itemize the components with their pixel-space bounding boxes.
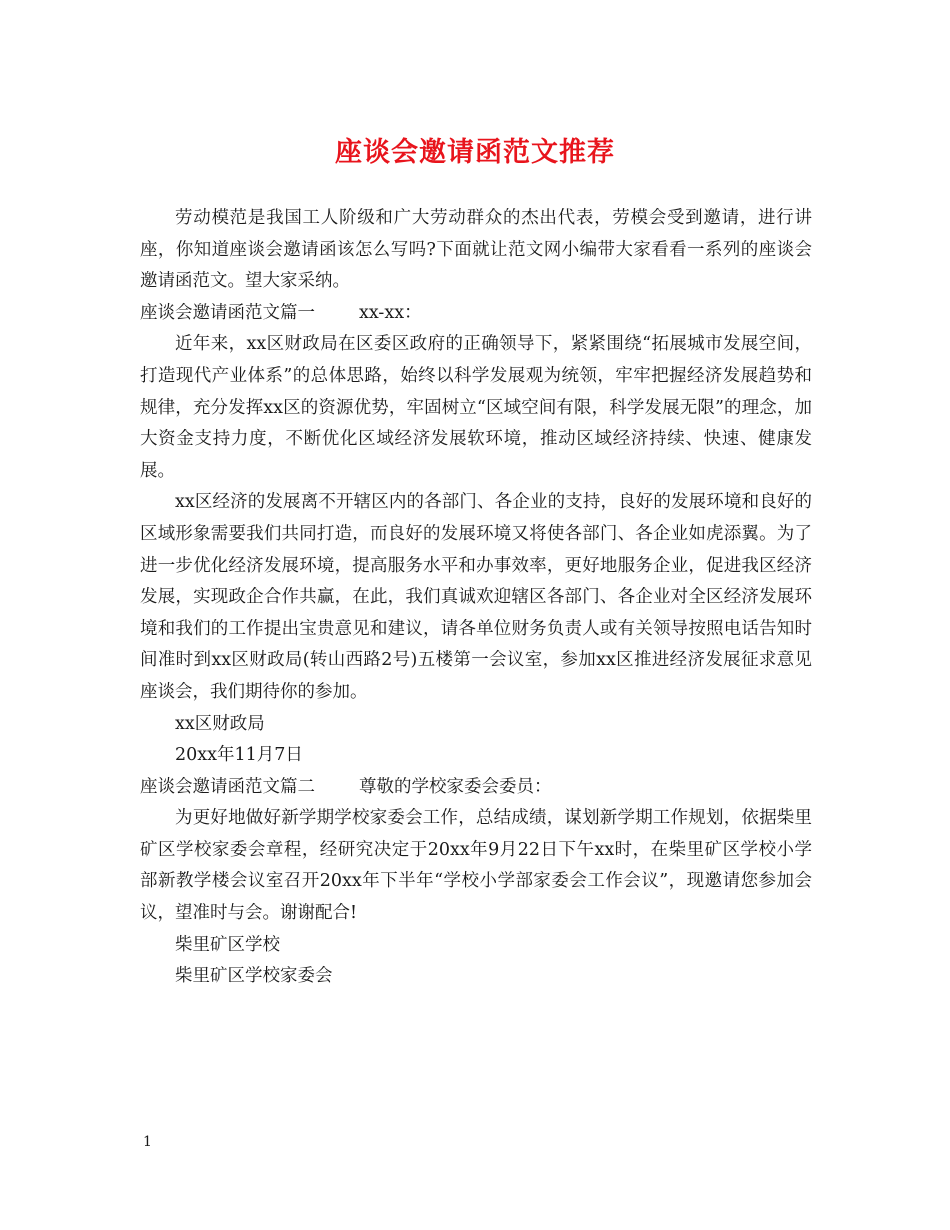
- section-2-salutation: 尊敬的学校家委会委员：: [359, 776, 552, 797]
- section-1-sender: xx区财政局: [175, 713, 265, 734]
- section-1-date: 20xx年11月7日: [175, 745, 303, 766]
- section-2-paragraph-1: 为更好地做好新学期学校家委会工作，总结成绩，谋划新学期工作规划，依据柴里矿区学校家委会章程，经研究决定于20xx年9月22日下午xx时，在柴里矿区学校小学部新教学楼会议室召开20xx年下半年“学校小学部家委会工作会议”，现邀请您参加会议，望准时与会。谢谢配合!: [140, 808, 812, 924]
- section-heading-2-title: 座谈会邀请函范文篇二: [140, 776, 315, 797]
- section-heading-1-title: 座谈会邀请函范文篇一: [140, 302, 315, 323]
- document-body: [140, 203, 812, 993]
- section-2-sender-1: 柴里矿区学校: [175, 934, 280, 955]
- intro-paragraph: 劳动模范是我国工人阶级和广大劳动群众的杰出代表，劳模会受到邀请，进行讲座，你知道座谈会邀请函该怎么写吗?下面就让范文网小编带大家看看一系列的座谈会邀请函范文。望大家采纳。: [140, 208, 812, 292]
- section-heading-2: [140, 772, 812, 804]
- section-1-paragraph-1: 近年来，xx区财政局在区委区政府的正确领导下，紧紧围绕“拓展城市发展空间，打造现代产业体系”的总体思路，始终以科学发展观为统领，牢牢把握经济发展趋势和规律，充分发挥xx区的资源优势，牢固树立“区域空间有限，科学发展无限”的理念，加大资金支持力度，不断优化区域经济发展软环境，推动区域经济持续、快速、健康发展。: [140, 334, 812, 481]
- page-number: 1: [143, 1134, 152, 1150]
- section-1-salutation: xx-xx：: [359, 302, 422, 323]
- section-heading-1: [140, 298, 812, 330]
- document-title: 座谈会邀请函范文推荐: [335, 137, 615, 168]
- section-2-sender-2: 柴里矿区学校家委会: [175, 966, 333, 987]
- section-1-paragraph-2: xx区经济的发展离不开辖区内的各部门、各企业的支持，良好的发展环境和良好的区域形象需要我们共同打造，而良好的发展环境又将使各部门、各企业如虎添翼。为了进一步优化经济发展环境，提高服务水平和办事效率，更好地服务企业，促进我区经济发展，实现政企合作共赢，在此，我们真诚欢迎辖区各部门、各企业对全区经济发展环境和我们的工作提出宝贵意见和建议，请各单位财务负责人或有关领导按照电话告知时间准时到xx区财政局(转山西路2号)五楼第一会议室，参加xx区推进经济发展征求意见座谈会，我们期待你的参加。: [140, 492, 812, 702]
